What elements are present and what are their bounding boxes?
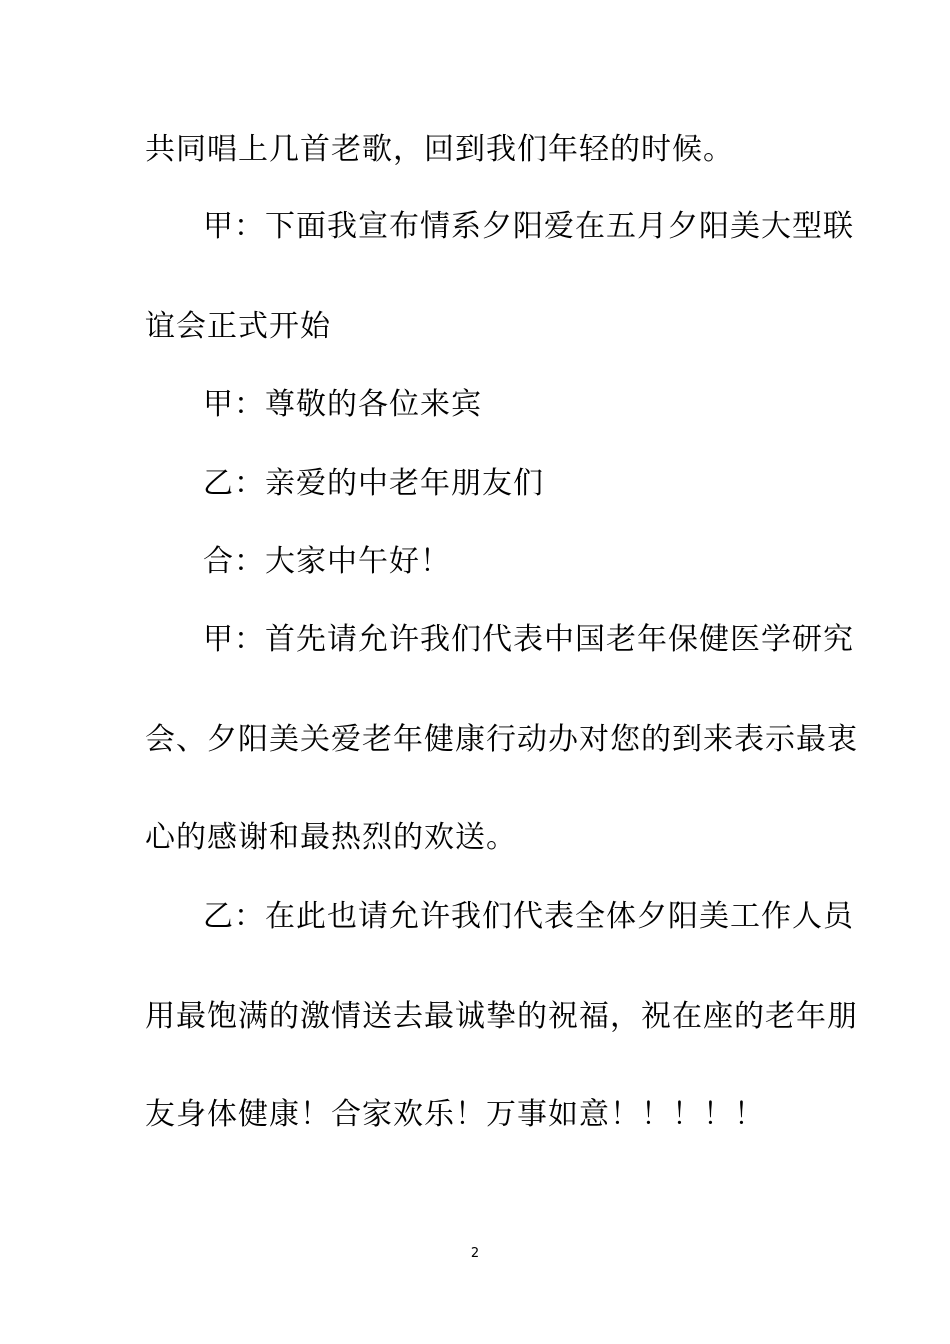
- text-line: 友身体健康！合家欢乐！万事如意！！！！！: [145, 1097, 765, 1132]
- text-line: 甲：下面我宣布情系夕阳爱在五月夕阳美大型联: [203, 209, 854, 244]
- text-line: 合：大家中午好！: [203, 544, 451, 579]
- text-line: 心的感谢和最热烈的欢送。: [145, 820, 517, 855]
- text-line: 甲：首先请允许我们代表中国老年保健医学研究: [203, 622, 854, 657]
- text-line: 共同唱上几首老歌，回到我们年轻的时候。: [145, 132, 734, 167]
- text-line: 谊会正式开始: [145, 309, 331, 344]
- text-line: 用最饱满的激情送去最诚挚的祝福，祝在座的老年朋: [145, 999, 858, 1034]
- page-number: 2: [470, 1246, 480, 1261]
- text-line: 会、夕阳美关爱老年健康行动办对您的到来表示最衷: [145, 722, 858, 757]
- text-line: 甲：尊敬的各位来宾: [203, 387, 482, 422]
- text-line: 乙：亲爱的中老年朋友们: [203, 466, 544, 501]
- text-line: 乙：在此也请允许我们代表全体夕阳美工作人员: [203, 899, 854, 934]
